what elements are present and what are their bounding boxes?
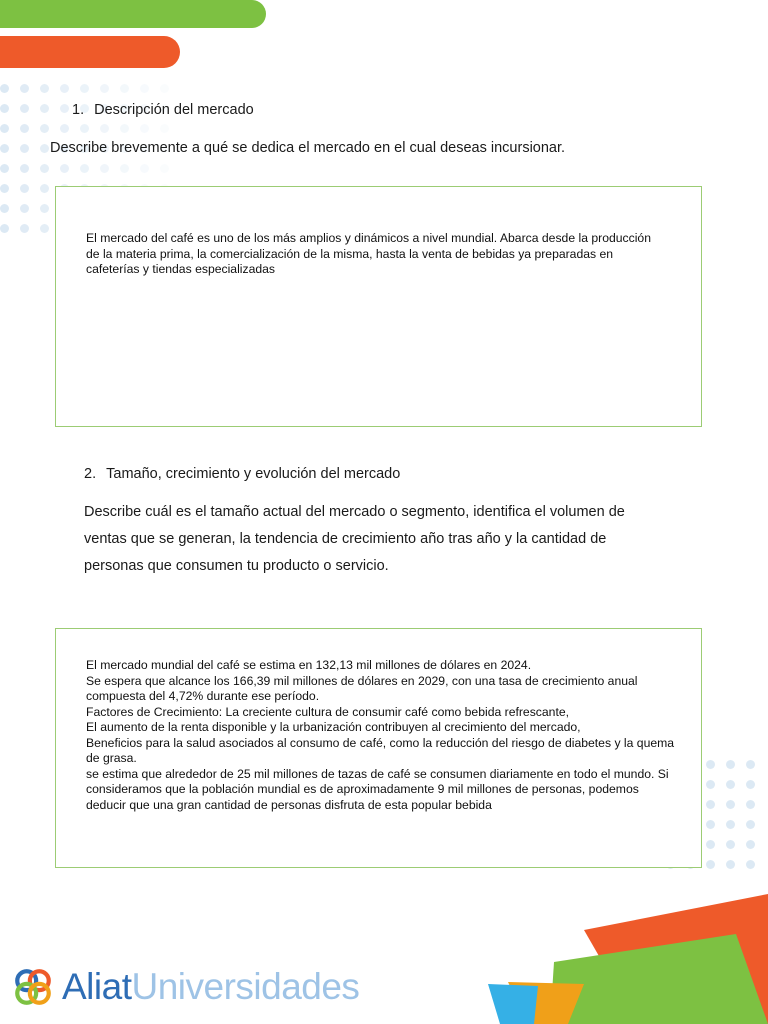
section1-title: Descripción del mercado <box>94 102 254 118</box>
decorative-dot <box>706 820 715 829</box>
answer-line: se estima que alrededor de 25 mil millones de tazas de café se consumen diariamente en todo el mundo. Si consideramos que la población mundial es de aproximadamente 9 mil millones de personas, podemos deducir que una gran cantidad de personas disfruta de esta popular bebida <box>86 766 669 812</box>
decorative-corner-shapes <box>488 894 768 1024</box>
decorative-dot <box>726 800 735 809</box>
decorative-dot <box>706 800 715 809</box>
decorative-dot <box>0 164 9 173</box>
decorative-dot <box>706 760 715 769</box>
decorative-dot <box>20 204 29 213</box>
decorative-dot <box>0 104 9 113</box>
answer-line: Se espera que alcance los 166,39 mil millones de dólares en 2029, con una tasa de crecimiento anual compuesta del 4,72% durante ese período. <box>86 673 638 703</box>
decorative-dot <box>706 840 715 849</box>
section1-number: 1. <box>72 102 85 118</box>
header-orange-bar <box>0 36 180 68</box>
decorative-dot <box>120 164 129 173</box>
decorative-dot <box>726 820 735 829</box>
section1-answer: El mercado del café es uno de los más amplios y dinámicos a nivel mundial. Abarca desde la producción de la materia prima, la comercialización de la misma, hasta la venta de bebidas ya preparadas en cafeterías y tiendas especializadas <box>86 231 651 276</box>
decorative-dot <box>726 860 735 869</box>
section1-prompt: Describe brevemente a qué se dedica el mercado en el cual deseas incursionar. <box>50 140 566 156</box>
decorative-dot <box>726 780 735 789</box>
aliat-logo-mark-icon <box>12 966 54 1008</box>
decorative-dot <box>100 84 109 93</box>
header-green-bar <box>0 0 266 28</box>
answer-line: Factores de Crecimiento: La creciente cultura de consumir café como bebida refrescante, <box>86 704 569 719</box>
section2-heading <box>84 466 400 482</box>
section2-prompt: Describe cuál es el tamaño actual del mercado o segmento, identifica el volumen de ventas que se generan, la tendencia de crecimiento año tras año y la cantidad de personas que consumen tu producto o servicio. <box>84 504 625 574</box>
decorative-dot <box>80 164 89 173</box>
decorative-dot <box>746 860 755 869</box>
decorative-dot <box>20 144 29 153</box>
decorative-dot <box>40 104 49 113</box>
answer-line: El mercado mundial del café se estima en 132,13 mil millones de dólares en 2024. <box>86 658 532 672</box>
section1-heading <box>72 102 254 118</box>
decorative-dot <box>746 840 755 849</box>
decorative-dot <box>0 84 9 93</box>
decorative-dot <box>160 124 169 133</box>
decorative-dot <box>0 184 9 193</box>
decorative-dot <box>100 164 109 173</box>
decorative-dot <box>40 144 49 153</box>
decorative-dot <box>40 124 49 133</box>
logo-text-universidades: Universidades <box>131 966 360 1007</box>
decorative-dot <box>20 124 29 133</box>
aliat-logo <box>12 962 359 1012</box>
section1-answer-box <box>55 186 702 427</box>
section2-number: 2. <box>84 466 97 482</box>
decorative-dot <box>80 124 89 133</box>
decorative-dot <box>20 104 29 113</box>
decorative-dot <box>80 84 89 93</box>
decorative-dot <box>120 124 129 133</box>
decorative-dot <box>40 164 49 173</box>
decorative-dot <box>160 84 169 93</box>
decorative-dot <box>140 84 149 93</box>
decorative-dot <box>746 800 755 809</box>
decorative-dot <box>746 760 755 769</box>
decorative-dot <box>20 164 29 173</box>
decorative-dot <box>40 184 49 193</box>
decorative-dot <box>20 84 29 93</box>
decorative-dot <box>40 204 49 213</box>
section2-answer <box>86 658 678 813</box>
decorative-dot <box>140 124 149 133</box>
decorative-dot <box>120 84 129 93</box>
decorative-dot <box>40 224 49 233</box>
decorative-dot <box>706 860 715 869</box>
decorative-dot <box>60 104 69 113</box>
answer-line: El aumento de la renta disponible y la urbanización contribuyen al crecimiento del mercado, <box>86 720 581 734</box>
decorative-dot <box>20 224 29 233</box>
decorative-dot <box>726 760 735 769</box>
decorative-dot <box>60 164 69 173</box>
decorative-dot <box>20 184 29 193</box>
decorative-dot <box>140 164 149 173</box>
decorative-dot <box>706 780 715 789</box>
decorative-dot <box>746 820 755 829</box>
section2-title: Tamaño, crecimiento y evolución del mercado <box>106 466 401 482</box>
decorative-dot <box>40 84 49 93</box>
decorative-dot <box>60 124 69 133</box>
decorative-dot <box>0 224 9 233</box>
decorative-dot <box>0 144 9 153</box>
decorative-dot <box>160 164 169 173</box>
decorative-dot <box>0 124 9 133</box>
decorative-dot <box>746 780 755 789</box>
answer-line: Beneficios para la salud asociados al consumo de café, como la reducción del riesgo de diabetes y la quema de grasa. <box>86 735 675 765</box>
section2-answer-box <box>55 628 702 868</box>
decorative-dot <box>726 840 735 849</box>
decorative-dot <box>100 124 109 133</box>
logo-text-aliat: Aliat <box>62 966 132 1007</box>
decorative-dot <box>0 204 9 213</box>
decorative-dot <box>60 84 69 93</box>
